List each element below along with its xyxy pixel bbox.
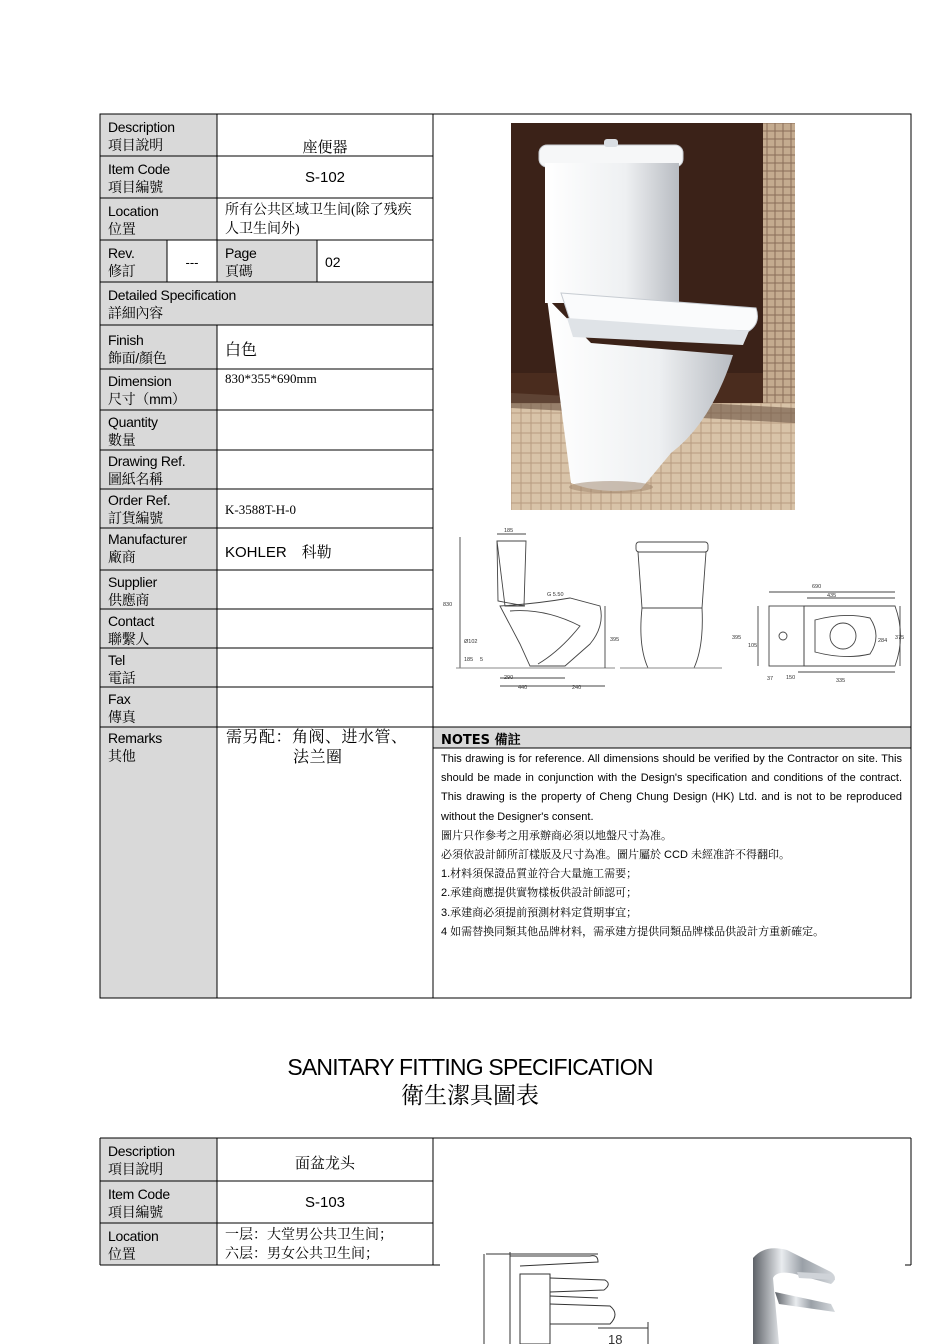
dim-label: 375 [895,635,905,641]
dim-label: 440 [518,685,528,691]
manufacturer-value: KOHLER 科勒 [225,544,332,561]
item-code-value: S-103 [304,1194,346,1211]
section-title-en: SANITARY FITTING SPECIFICATION [287,1054,653,1080]
dim-label: 18 [608,1332,623,1344]
item-code-label: Item Code 項目編號 [108,1186,170,1220]
dim-label: 37 [767,676,774,682]
order-ref-value: K-3588T-H-0 [225,502,297,517]
notes-title: NOTES 備註 [441,733,521,748]
drawing-ref-label: Drawing Ref. 圖紙名稱 [108,453,186,487]
manufacturer-label: Manufacturer 廠商 [108,531,187,565]
item-code-value: S-102 [304,169,346,186]
dim-label: 690 [812,584,822,590]
contact-label: Contact 聯繫人 [108,613,155,647]
location-value: 所有公共区域卫生间(除了残疾 人卫生间外) [225,203,412,237]
notes-line: 1.材料須保證品質並符合大量施工需要； [441,868,638,881]
rev-label: Rev. 修訂 [108,245,136,279]
location-label: Location 位置 [108,203,159,237]
detailed-spec-label: Detailed Specification 詳細內容 [108,287,237,321]
description-label: Description 項目說明 [108,1143,175,1177]
notes-line: 2.承建商應提供實物樣板供設計師認可； [441,887,638,900]
dim-label: G 5.50 [547,592,564,598]
dim-label: 150 [786,675,796,681]
dim-label: 185 [504,528,514,534]
finish-value: 白色 [225,342,258,359]
dim-label: 335 [836,678,846,684]
dimension-label: Dimension 尺寸（mm） [108,373,186,407]
dim-label: 105 [748,643,758,649]
item-code-label: Item Code 項目編號 [108,161,170,195]
supplier-label: Supplier 供應商 [108,574,157,608]
dim-label: 395 [732,635,742,641]
page-value: 02 [325,254,341,270]
dim-label: 435 [827,593,837,599]
notes-line: 圖片只作參考之用承辦商必須以地盤尺寸為准。 [441,829,672,842]
description-label: Description 項目說明 [108,119,175,153]
dim-label: Ø102 [464,639,478,645]
dim-label: 185 [464,657,474,663]
dim-label: 284 [878,638,888,644]
order-ref-label: Order Ref. 訂貨編號 [108,492,171,526]
faucet-photo [735,1244,905,1344]
notes-line: 3.承建商必須提前預測材料定貨期事宜； [441,906,638,919]
notes-english: This drawing is for reference. All dimensions should be verified by the Contractor on site. This should be made in conjunction with the Design's specification and conditions of the contract. This drawing is the property of Cheng Chung Design (HK) Ltd. and is not to be reproduced without the Designer's consent. [441,753,902,823]
dimension-value: 830*355*690mm [225,371,317,386]
dim-label: 830 [443,602,453,608]
remarks-label: Remarks 其他 [108,730,162,764]
description-value: 面盆龙头 [294,1156,355,1172]
dim-label: 240 [572,685,582,691]
dim-label: 290 [504,675,514,681]
page-label: Page 頁碼 [225,245,257,279]
remarks-value: 需另配：角阀、进水管、 法兰圈 [226,729,408,766]
dim-label: 5 [480,657,484,663]
quantity-label: Quantity 數量 [108,414,158,448]
location-value: 一层：大堂男公共卫生间； 六层：男女公共卫生间； [225,1228,393,1262]
notes-line: 4 如需替換同類其他品牌材料，需承建方提供同類品牌樣品供設計方重新確定。 [441,925,825,938]
tel-label: Tel 電話 [108,652,136,686]
section-title-zh: 衛生潔具圖表 [401,1082,539,1108]
location-label: Location 位置 [108,1228,159,1262]
finish-label: Finish 飾面/顏色 [108,332,167,366]
notes-line: 必須依設計師所訂樣版及尺寸為准。圖片屬於 CCD 未經准許不得翻印。 [441,849,790,862]
fax-label: Fax 傳真 [108,691,136,725]
faucet-technical-drawing [470,1244,670,1344]
rev-value: --- [185,255,199,270]
dim-label: 395 [610,637,620,643]
description-value: 座便器 [302,140,348,156]
